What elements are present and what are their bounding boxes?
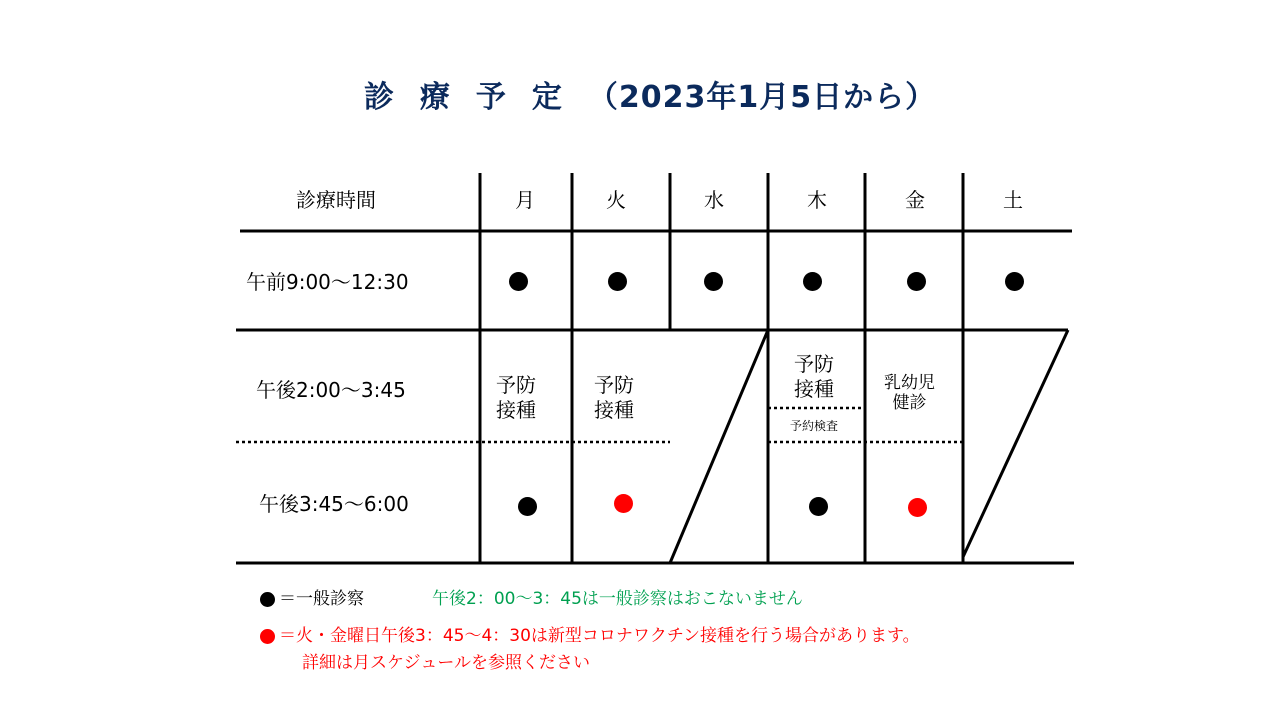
day-thu: 木 — [807, 188, 827, 212]
closed-diagonal-wed — [670, 330, 768, 563]
slot-thu-pm1-sub: 予約検査 — [790, 419, 839, 433]
slot-mon-pm1: 予防 接種 — [496, 373, 536, 422]
dot-mon-morning — [509, 272, 528, 291]
legend-black-note: 午後2：00～3：45は一般診察はおこないません — [432, 589, 803, 609]
legend-black-dot — [260, 592, 275, 607]
day-sat: 土 — [1003, 188, 1023, 212]
dot-tue-pm2 — [614, 494, 633, 513]
slot-fri-pm1: 乳幼児 健診 — [884, 373, 935, 414]
dot-mon-pm2 — [518, 497, 537, 516]
day-wed: 水 — [704, 188, 724, 212]
dot-fri-morning — [907, 272, 926, 291]
slot-tue-pm1: 予防 接種 — [594, 373, 634, 422]
day-tue: 火 — [606, 188, 626, 212]
dot-tue-morning — [608, 272, 627, 291]
dot-sat-morning — [1005, 272, 1024, 291]
header-label: 診療時間 — [296, 188, 376, 212]
row-label-afternoon1: 午後2:00～3:45 — [256, 378, 406, 402]
slot-thu-pm1: 予防 接種 — [794, 352, 834, 401]
row-label-morning: 午前9:00～12:30 — [246, 270, 409, 294]
dot-fri-pm2 — [908, 498, 927, 517]
title-main: 診療予定 — [363, 80, 588, 115]
day-mon: 月 — [515, 188, 535, 212]
legend-red-text: ＝火・金曜日午後3：45～4：30は新型コロナワクチン接種を行う場合があります。 — [279, 626, 920, 646]
title-period: （2023年1月5日から） — [587, 80, 937, 115]
day-fri: 金 — [905, 188, 925, 212]
dot-wed-morning — [704, 272, 723, 291]
dot-thu-morning — [803, 272, 822, 291]
legend-red-text2: 詳細は月スケジュールを参照ください — [302, 653, 590, 673]
legend-black-text: ＝一般診察 — [279, 589, 364, 609]
dot-thu-pm2 — [809, 497, 828, 516]
legend-red-dot — [260, 629, 275, 644]
closed-diagonal-sat — [963, 330, 1068, 557]
row-label-afternoon2: 午後3:45～6:00 — [259, 492, 409, 516]
